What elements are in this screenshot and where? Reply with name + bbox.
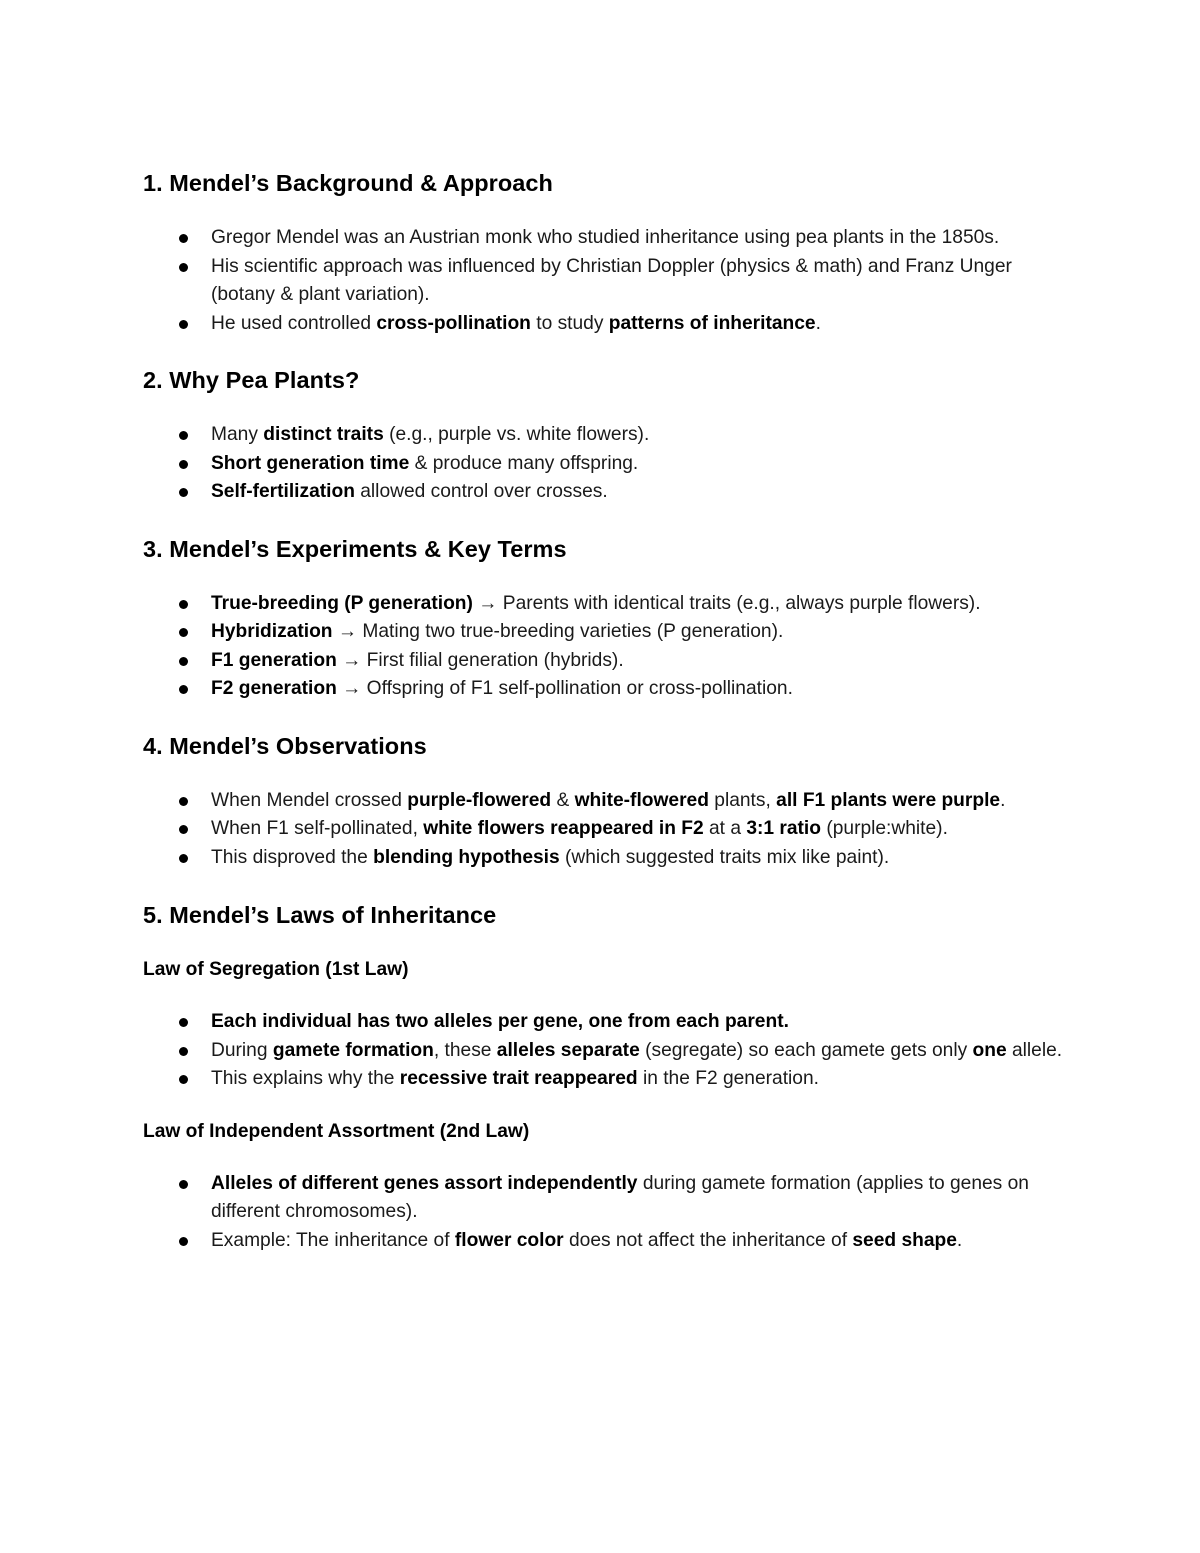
bullet-list — [143, 1170, 1073, 1256]
list-item: Alleles of different genes assort independently during gamete formation (applies to genes on different chromosomes). — [211, 1170, 1073, 1227]
bullet-dot-icon — [179, 628, 188, 637]
bullet-dot-icon — [179, 854, 188, 863]
bullet-dot-icon — [179, 431, 188, 440]
subsection-title: Law of Segregation (1st Law) — [143, 959, 409, 980]
section-title: 5. Mendel’s Laws of Inheritance — [143, 902, 497, 928]
list-item: This explains why the recessive trait reappeared in the F2 generation. — [211, 1065, 1073, 1094]
list-item: His scientific approach was influenced by Christian Doppler (physics & math) and Franz Unger (botany & plant variation). — [211, 253, 1073, 310]
bullet-dot-icon — [179, 234, 188, 243]
section-title: 2. Why Pea Plants? — [143, 367, 360, 393]
bullet-dot-icon — [179, 825, 188, 834]
section-laws — [143, 900, 1073, 1255]
section-experiments — [143, 534, 1073, 704]
list-item: F1 generation → First filial generation (hybrids). — [211, 647, 1073, 676]
list-item: When Mendel crossed purple-flowered & white-flowered plants, all F1 plants were purple. — [211, 787, 1073, 816]
list-item: Short generation time & produce many offspring. — [211, 450, 1073, 479]
bullet-dot-icon — [179, 797, 188, 806]
bullet-list — [143, 224, 1073, 338]
list-item: True-breeding (P generation) → Parents with identical traits (e.g., always purple flowers). — [211, 590, 1073, 619]
list-item: He used controlled cross-pollination to study patterns of inheritance. — [211, 310, 1073, 339]
bullet-list — [143, 1008, 1073, 1094]
bullet-dot-icon — [179, 600, 188, 609]
bullet-dot-icon — [179, 1018, 188, 1027]
bullet-dot-icon — [179, 685, 188, 694]
section-why-pea-plants — [143, 365, 1073, 507]
bullet-list — [143, 787, 1073, 873]
bullet-dot-icon — [179, 320, 188, 329]
bullet-list — [143, 421, 1073, 507]
bullet-dot-icon — [179, 488, 188, 497]
list-item: Each individual has two alleles per gene, one from each parent. — [211, 1008, 1073, 1037]
list-item: This disproved the blending hypothesis (which suggested traits mix like paint). — [211, 844, 1073, 873]
subsection-title: Law of Independent Assortment (2nd Law) — [143, 1120, 530, 1142]
section-title: 1. Mendel’s Background & Approach — [143, 170, 553, 196]
bullet-dot-icon — [179, 1047, 188, 1056]
section-background — [143, 168, 1073, 338]
list-item: Gregor Mendel was an Austrian monk who studied inheritance using pea plants in the 1850s. — [211, 224, 1073, 253]
bullet-list — [143, 590, 1073, 704]
document-page — [143, 168, 1073, 1255]
list-item: Example: The inheritance of flower color does not affect the inheritance of seed shape. — [211, 1227, 1073, 1256]
bullet-dot-icon — [179, 657, 188, 666]
bullet-dot-icon — [179, 1075, 188, 1084]
list-item: Self-fertilization allowed control over crosses. — [211, 478, 1073, 507]
list-item: Hybridization → Mating two true-breeding varieties (P generation). — [211, 618, 1073, 647]
list-item: F2 generation → Offspring of F1 self-pollination or cross-pollination. — [211, 675, 1073, 704]
bullet-dot-icon — [179, 1237, 188, 1246]
list-item: Many distinct traits (e.g., purple vs. white flowers). — [211, 421, 1073, 450]
section-title: 3. Mendel’s Experiments & Key Terms — [143, 535, 567, 562]
list-item: During gamete formation, these alleles separate (segregate) so each gamete gets only one allele. — [211, 1037, 1073, 1066]
bullet-dot-icon — [179, 263, 188, 272]
bullet-dot-icon — [179, 1180, 188, 1189]
bullet-dot-icon — [179, 460, 188, 469]
section-observations — [143, 731, 1073, 873]
list-item: When F1 self-pollinated, white flowers reappeared in F2 at a 3:1 ratio (purple:white). — [211, 815, 1073, 844]
section-title: 4. Mendel’s Observations — [143, 732, 427, 759]
